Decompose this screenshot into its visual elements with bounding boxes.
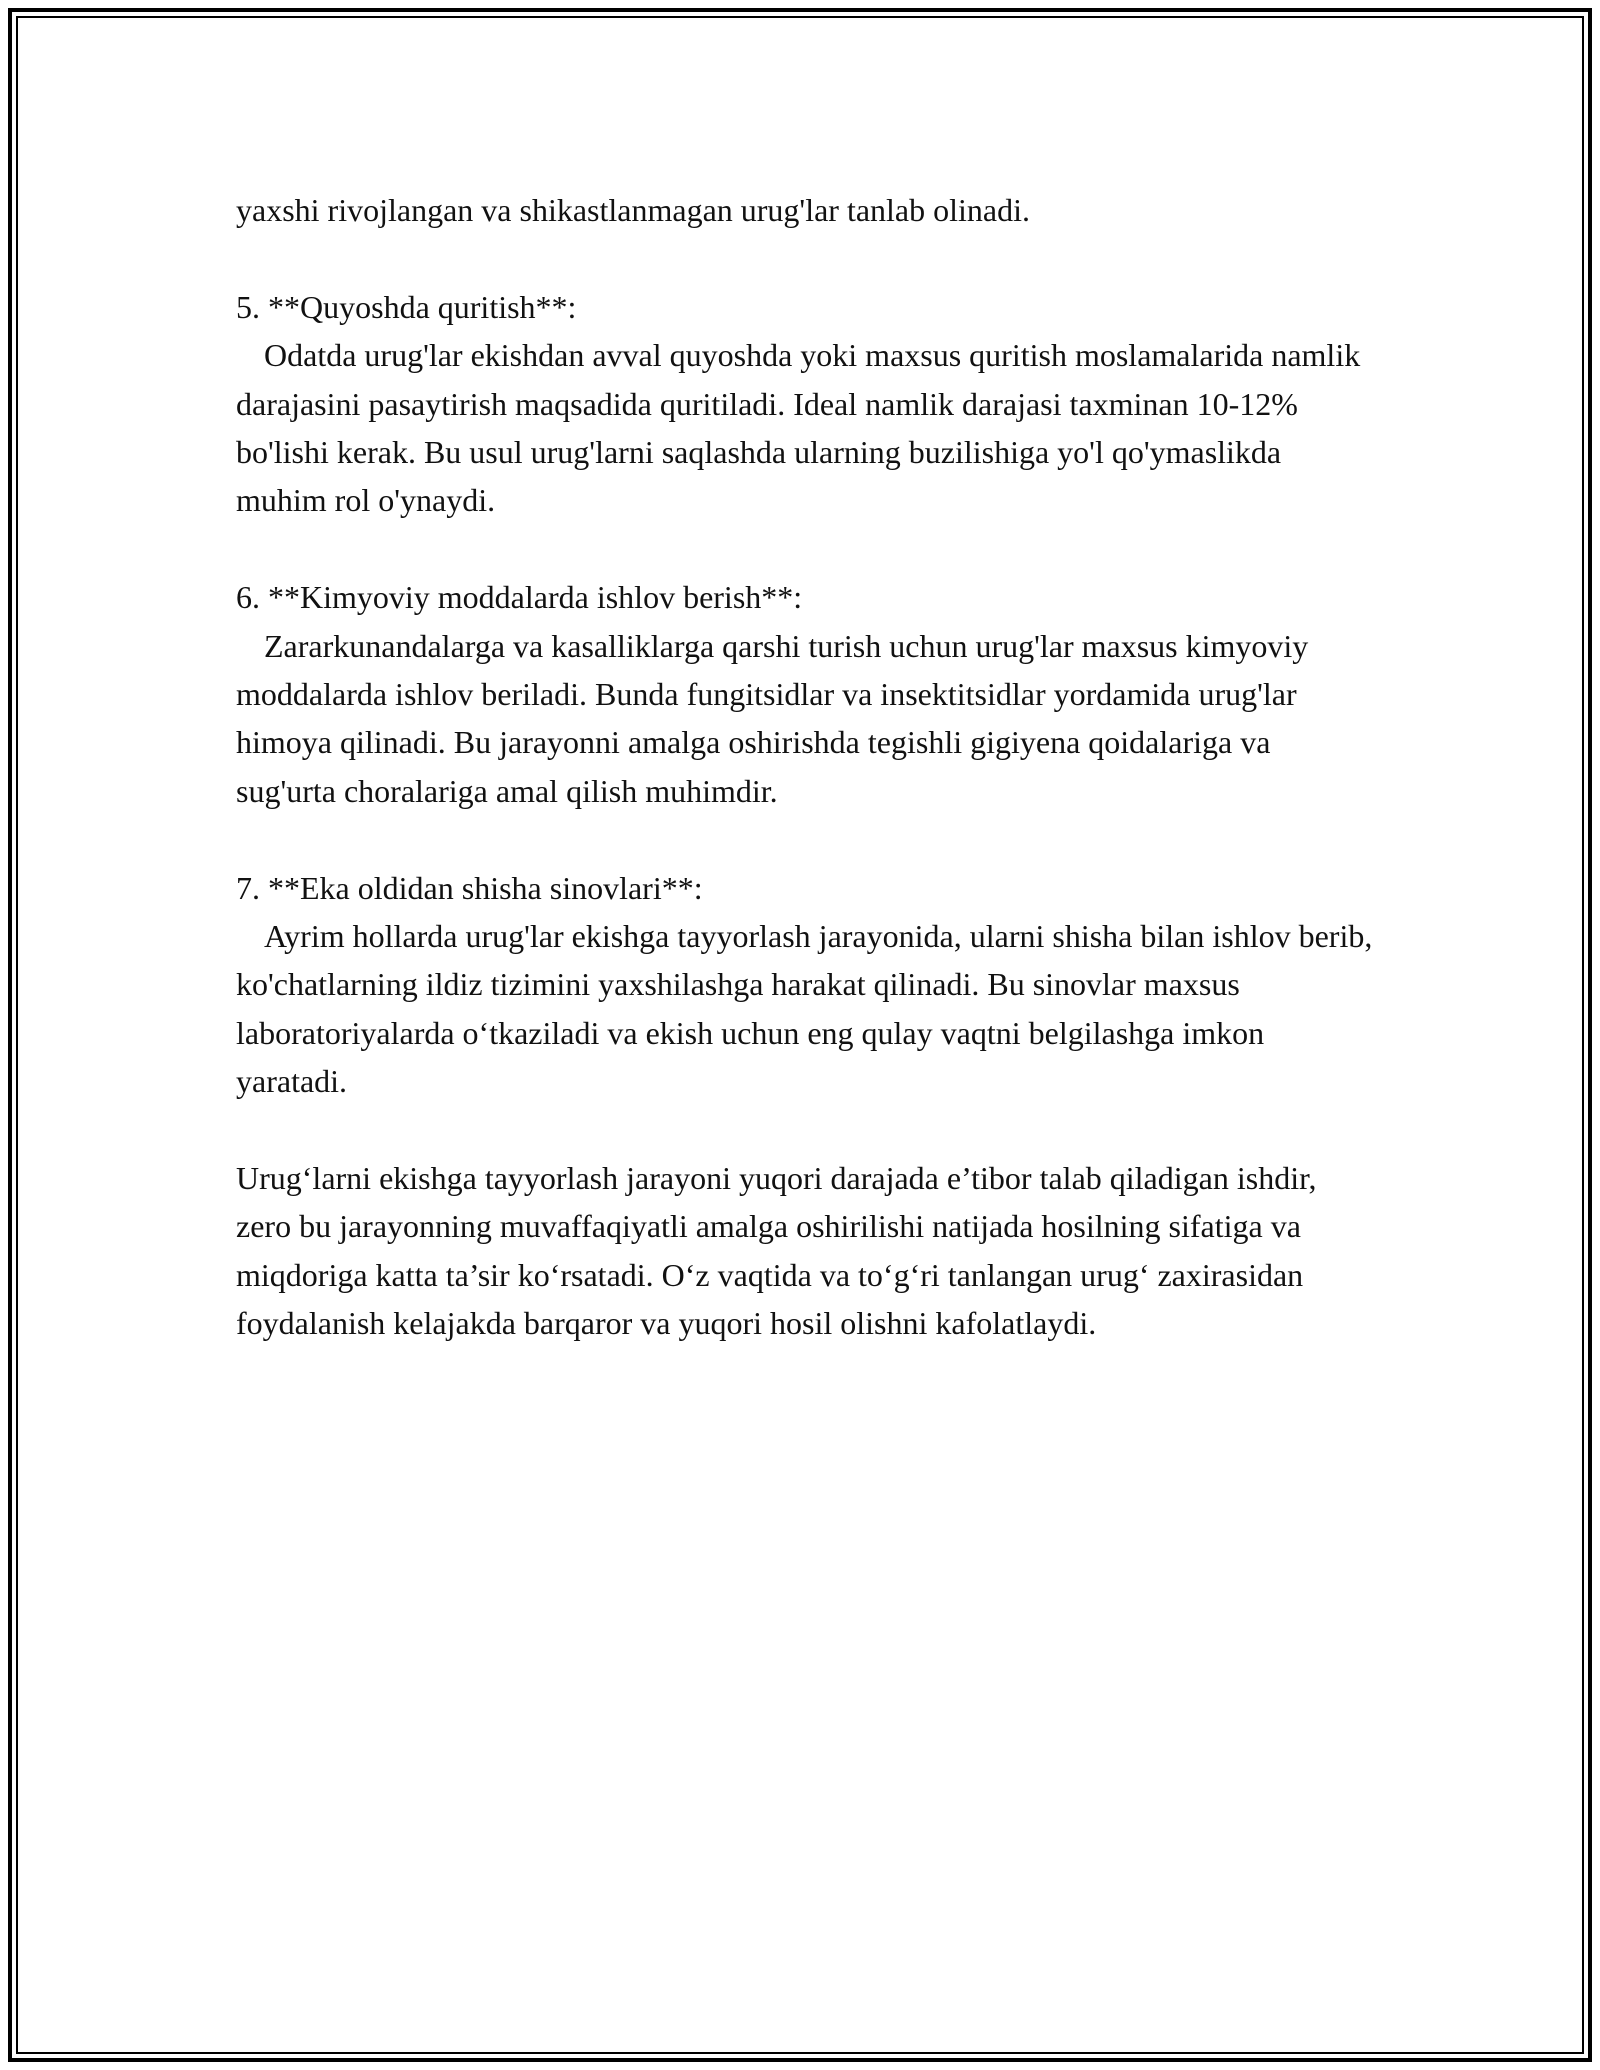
- section-6-heading: 6. **Kimyoviy moddalarda ishlov berish**:: [236, 579, 803, 616]
- section-6-body: Zararkunandalarga va kasalliklarga qarshi turish uchun urug'lar maxsus kimyoviy moddalarda ishlov beriladi. Bunda fungitsidlar va insektitsidlar yordamida urug'lar himoya qilinadi. Bu jarayonni amalga oshirishda tegishli gigiyena qoidalariga va sug'urta choralariga amal qilish muhimdir.: [236, 627, 1317, 809]
- section-7-heading: 7. **Eka oldidan shisha sinovlari**:: [236, 869, 703, 906]
- document-body: [236, 186, 1381, 1348]
- section-5-body: Odatda urug'lar ekishdan avval quyoshda yoki maxsus quritish moslamalarida namlik darajasini pasaytirish maqsadida quritiladi. Ideal namlik darajasi taxminan 10-12% bo'lishi kerak. Bu usul urug'larni saqlashda ularning buzilishiga yo'l qo'ymaslikda muhim rol o'ynaydi.: [236, 337, 1369, 519]
- intro-paragraph-tail: yaxshi rivojlangan va shikastlanmagan urug'lar tanlab olinadi.: [236, 192, 1030, 228]
- section-7: [236, 864, 1381, 1106]
- section-5: [236, 283, 1376, 525]
- section-7-body: Ayrim hollarda urug'lar ekishga tayyorlash jarayonida, ularni shisha bilan ishlov berib, ko'chatlarning ildiz tizimini yaxshilashga harakat qilinadi. Bu sinovlar maxsus laboratoriyalarda o‘tkaziladi va ekish uchun eng qulay vaqtni belgilashga imkon yaratadi.: [236, 918, 1381, 1100]
- conclusion-paragraph: Urug‘larni ekishga tayyorlash jarayoni yuqori darajada e’tibor talab qiladigan ishdir, zero bu jarayonning muvaffaqiyatli amalga oshirilishi natijada hosilning sifatiga va miqdoriga katta ta’sir ko‘rsatadi. O‘z vaqtida va to‘g‘ri tanlangan urug‘ zaxirasidan foydalanish kelajakda barqaror va yuqori hosil olishni kafolatlaydi.: [236, 1160, 1325, 1342]
- section-6: [236, 573, 1376, 815]
- section-5-heading: 5. **Quyoshda quritish**:: [236, 288, 577, 325]
